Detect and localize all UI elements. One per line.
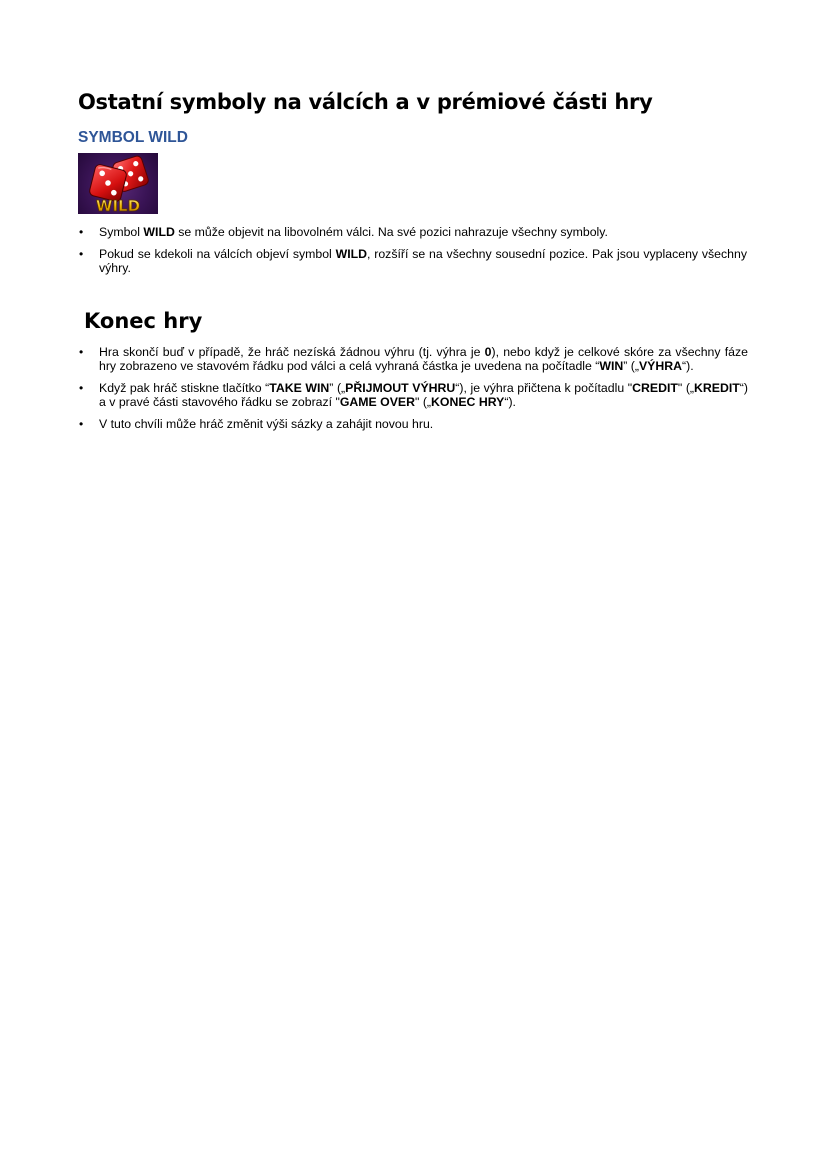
bold-term: PŘIJMOUT VÝHRU	[345, 381, 456, 395]
bold-term: WILD	[335, 247, 368, 261]
wild-rules-list	[78, 225, 747, 275]
list-item: • Hra skončí buď v případě, že hráč nezíská žádnou výhru (tj. výhra je 0), nebo když je celkové skóre za všechny fáze hry zobrazeno ve stavovém řádku pod válci a celá vyhraná částka je uvedena na počítadle “WIN” („VÝHRA“).	[78, 345, 748, 373]
list-item: • Symbol WILD se může objevit na libovolném válci. Na své pozici nahrazuje všechny symboly.	[78, 225, 747, 239]
section-title: Ostatní symboly na válcích a v prémiové části hry	[78, 90, 653, 114]
list-item: • Když pak hráč stiskne tlačítko “TAKE WIN” („PŘIJMOUT VÝHRU“), je výhra přičtena k počítadlu "CREDIT" („KREDIT“) a v pravé části stavového řádku se zobrazí "GAME OVER" („KONEC HRY“).	[78, 381, 748, 409]
end-of-game-title: Konec hry	[84, 309, 203, 333]
bold-term: WILD	[143, 225, 175, 239]
list-item: • Pokud se kdekoli na válcích objeví symbol WILD, rozšíří se na všechny sousední pozice. Pak jsou vyplaceny všechny výhry.	[78, 247, 747, 275]
bold-term: VÝHRA	[638, 359, 683, 373]
list-item: • V tuto chvíli může hráč změnit výši sázky a zahájit novou hru.	[78, 417, 748, 431]
bold-term: KREDIT	[694, 381, 740, 395]
bold-term: WIN	[599, 359, 624, 373]
bold-term: 0	[484, 345, 492, 359]
svg-text:WILD: WILD	[95, 197, 141, 214]
wild-heading: SYMBOL WILD	[78, 129, 188, 146]
red-dice-wild-icon	[78, 153, 158, 214]
end-rules-list	[78, 345, 748, 431]
bold-term: KONEC HRY	[431, 395, 505, 409]
bold-term: GAME OVER	[339, 395, 416, 409]
bold-term: TAKE WIN	[269, 381, 330, 395]
bold-term: CREDIT	[632, 381, 678, 395]
